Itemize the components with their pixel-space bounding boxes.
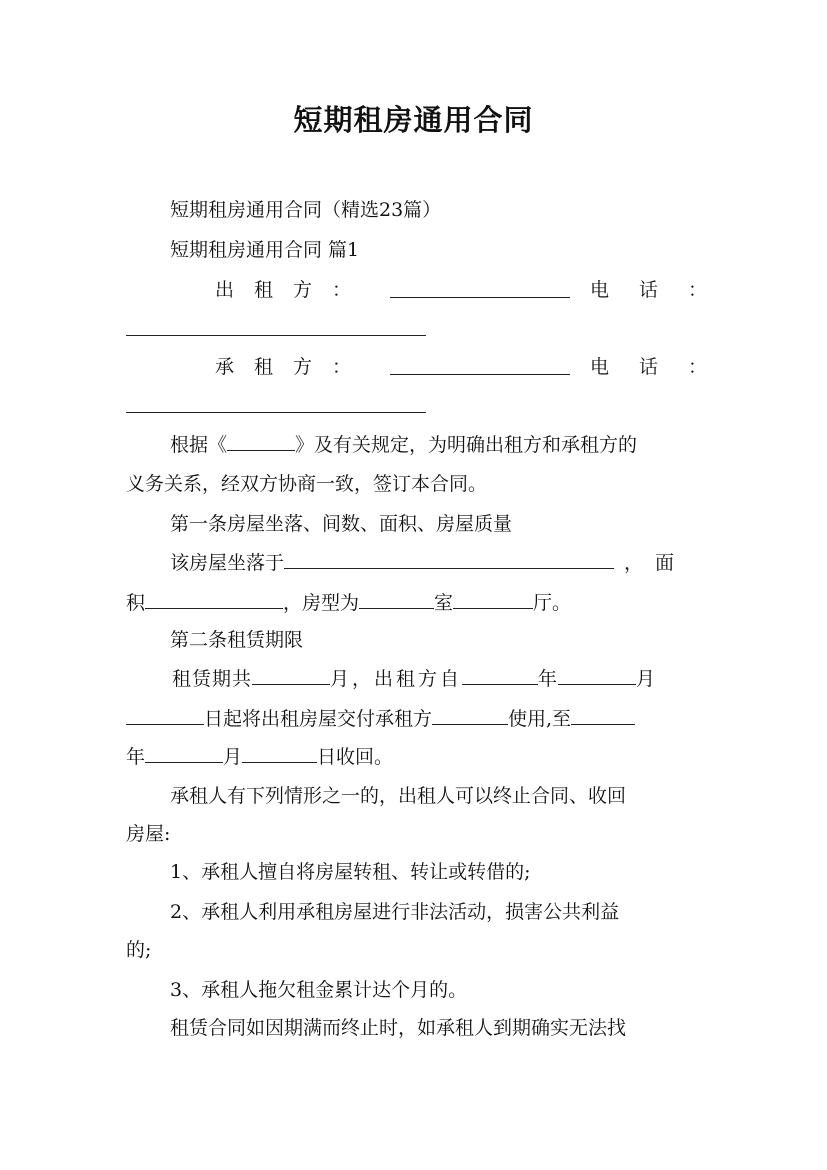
lessor-phone-blank[interactable] [126,335,426,336]
basis-line-2: 义务关系，经双方协商一致，签订本合同。 [126,473,488,495]
location-blank[interactable] [284,550,614,569]
term-from-label: 月，出租方自 [330,668,463,690]
start-year-label: 年 [538,668,559,690]
hall-label: 厅。 [533,592,572,614]
location-tail: ，面 [624,552,687,574]
area-blank[interactable] [145,590,283,609]
term-months-blank[interactable] [252,666,330,685]
clause-item-3: 3、承租人拖欠租金累计达个月的。 [170,979,468,1001]
area-label: 积 [126,592,146,614]
lessor-phone-label: 电话： [590,279,738,301]
term-total-label: 租赁期共 [172,668,253,690]
start-month-label: 月 [636,668,657,690]
termination-line-2: 房屋: [126,823,171,845]
lessee-label: 承租方： [215,356,372,378]
clause-item-2-cont: 的; [126,939,152,961]
start-year-blank[interactable] [462,666,538,685]
hall-count-blank[interactable] [453,590,533,609]
document-title: 短期租房通用合同 [293,103,534,137]
article-2-heading: 第二条租赁期限 [170,629,304,651]
end-month-blank[interactable] [145,744,223,763]
end-day-label: 日收回。 [317,746,394,768]
room-label: 室 [434,592,454,614]
basis-text-b: 》及有关规定，为明确出租方和承租方的 [295,434,638,456]
law-name-blank[interactable] [227,432,295,451]
lessee-phone-label: 电话： [590,356,738,378]
clause-item-1: 1、承租人擅自将房屋转租、转让或转借的; [170,861,531,883]
start-month-blank[interactable] [558,666,636,685]
start-day-blank[interactable] [126,706,204,725]
location-line [170,550,686,575]
subtitle: 短期租房通用合同（精选23篇） [170,199,442,221]
article-1-heading: 第一条房屋坐落、间数、面积、房屋质量 [170,513,513,535]
use-until-label: 使用,至 [508,708,572,730]
house-type-label: ，房型为 [283,592,360,614]
basis-text-a: 根据《 [170,434,228,456]
delivery-label: 日起将出租房屋交付承租方 [204,708,433,730]
end-month-label: 月 [223,746,243,768]
lessee-phone-blank[interactable] [126,412,426,413]
end-day-blank[interactable] [242,744,317,763]
term-line-3 [126,744,393,769]
term-line-2 [126,706,635,731]
lessor-name-blank[interactable] [390,297,570,298]
basis-line-1 [170,432,637,457]
lessor-label: 出租方： [215,279,372,301]
expiry-line: 租赁合同如因期满而终止时，如承租人到期确实无法找 [170,1017,627,1039]
section-heading: 短期租房通用合同 篇1 [170,239,360,261]
term-line-1 [172,666,656,691]
clause-item-2: 2、承租人利用承租房屋进行非法活动，损害公共利益 [170,901,620,923]
area-line [126,590,571,615]
termination-line-1: 承租人有下列情形之一的，出租人可以终止合同、收回 [170,785,627,807]
tenant-use-blank[interactable] [432,706,508,725]
room-count-blank[interactable] [359,590,434,609]
end-year-blank[interactable] [571,706,635,725]
end-year-label: 年 [126,746,146,768]
location-label: 该房屋坐落于 [170,552,285,574]
lessee-name-blank[interactable] [390,374,570,375]
